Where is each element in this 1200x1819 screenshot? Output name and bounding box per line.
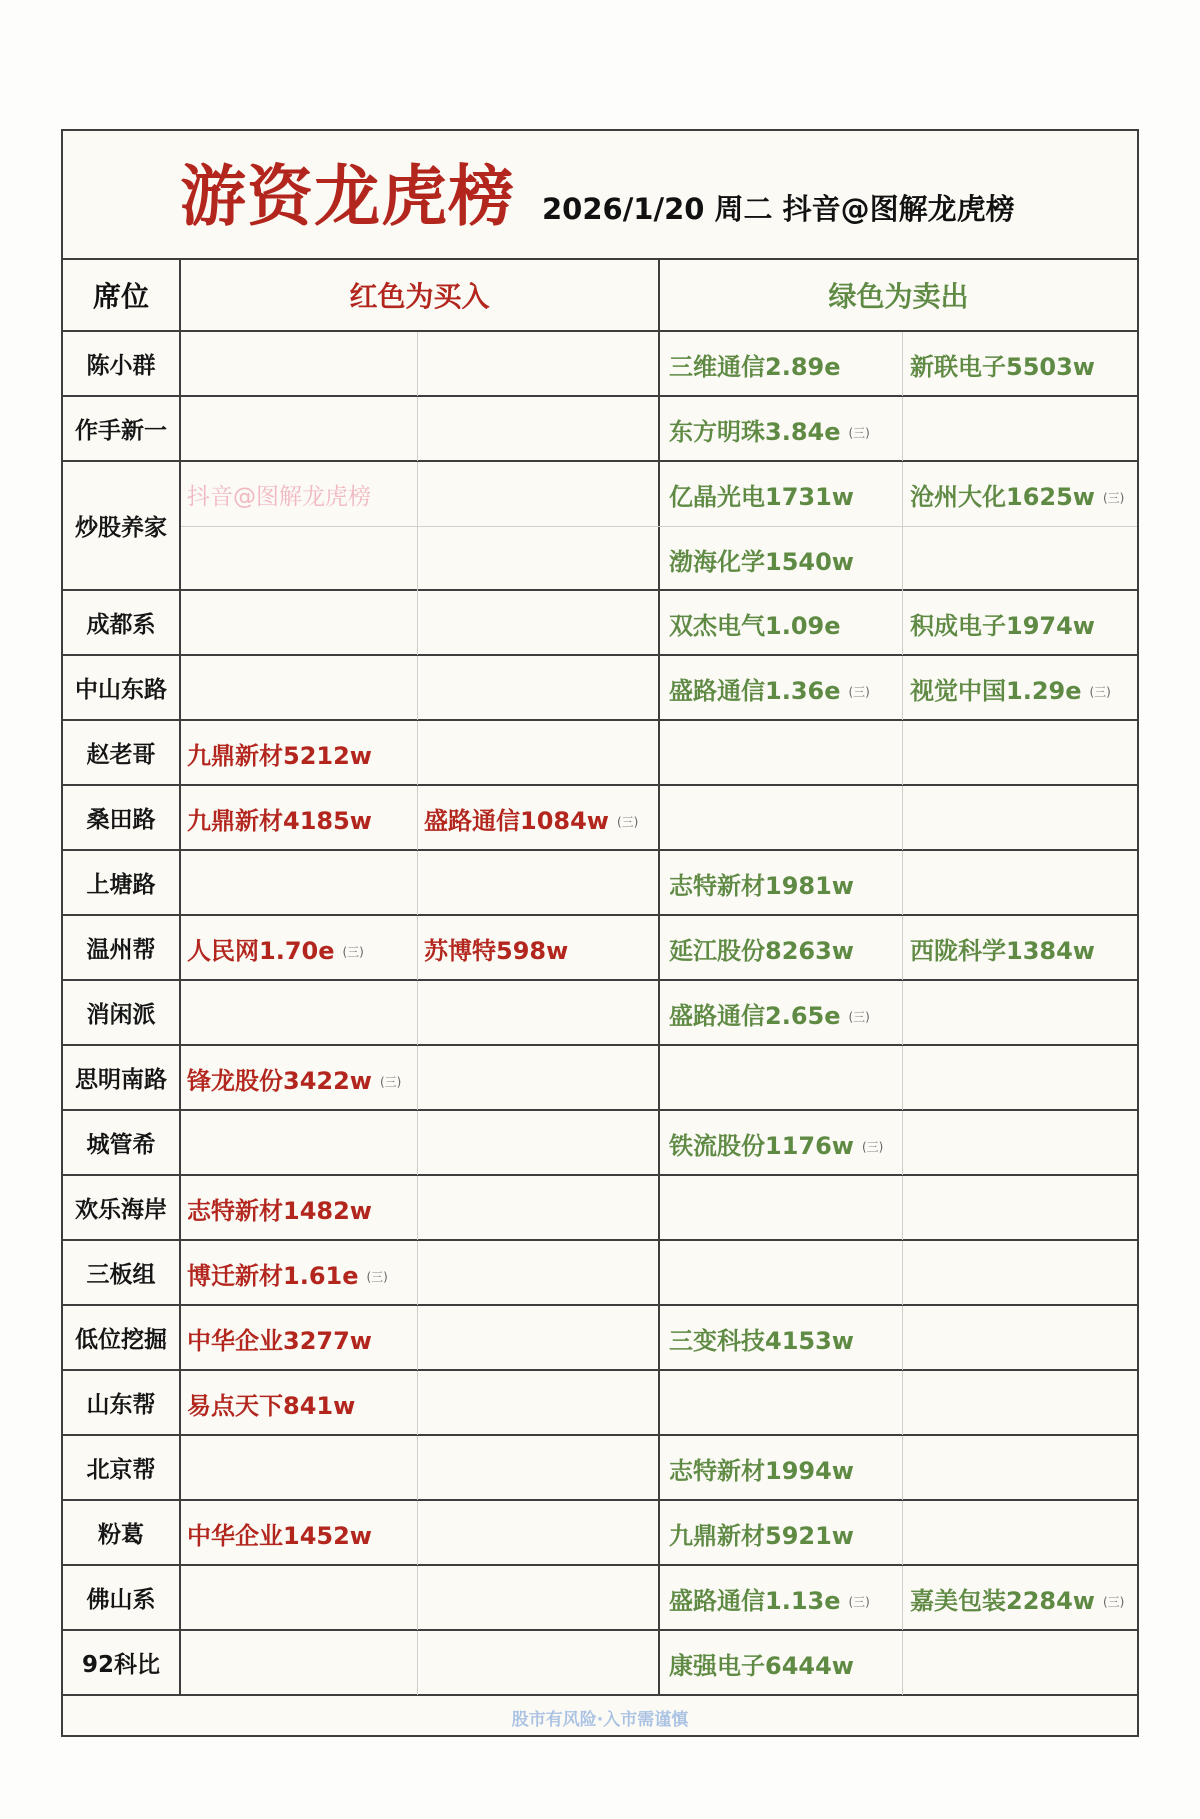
buy-cell bbox=[418, 1436, 660, 1500]
buy-cell bbox=[418, 1501, 660, 1565]
sell-cell bbox=[660, 397, 903, 461]
seat-name: 北京帮 bbox=[63, 1436, 181, 1499]
sell-cell bbox=[660, 1241, 903, 1305]
sell-cell bbox=[903, 1306, 1137, 1370]
date-and-source: 2026/1/20 周二 抖音@图解龙虎榜 bbox=[542, 192, 1015, 226]
header-sell-label: 绿色为卖出 bbox=[828, 280, 969, 313]
sell-cell bbox=[660, 916, 903, 980]
seat-name: 山东帮 bbox=[63, 1371, 181, 1434]
stock-amount: 中华企业1452w bbox=[187, 1521, 372, 1550]
buy-cell bbox=[418, 1176, 660, 1240]
seat-name: 成都系 bbox=[63, 591, 181, 654]
buy-cell bbox=[181, 1111, 418, 1175]
table-row bbox=[63, 1111, 1137, 1176]
sell-cell bbox=[660, 1371, 903, 1435]
sell-cell bbox=[903, 591, 1137, 655]
stock-amount: 西陇科学1384w bbox=[910, 936, 1095, 965]
stock-amount: 苏博特598w bbox=[424, 936, 569, 965]
three-day-tag-icon: (三) bbox=[616, 814, 639, 829]
three-day-tag-icon: (三) bbox=[1102, 1594, 1125, 1609]
three-day-tag-icon: (三) bbox=[342, 944, 364, 959]
table-header bbox=[63, 260, 1137, 332]
sell-cell bbox=[903, 332, 1137, 396]
seat-name: 思明南路 bbox=[63, 1046, 181, 1109]
buy-cell bbox=[418, 1241, 660, 1305]
buy-cell bbox=[418, 1306, 660, 1370]
three-day-tag-icon: (三) bbox=[1089, 684, 1111, 699]
seat-name: 中山东路 bbox=[63, 656, 181, 719]
buy-cell bbox=[418, 981, 660, 1045]
table-row bbox=[63, 916, 1137, 981]
stock-amount: 三变科技4153w bbox=[669, 1326, 854, 1355]
buy-cell bbox=[181, 981, 418, 1045]
buy-cell bbox=[181, 786, 418, 850]
seat-name: 粉葛 bbox=[63, 1501, 181, 1564]
trade-line bbox=[181, 656, 1137, 720]
seat-table bbox=[63, 260, 1137, 1738]
table-row bbox=[63, 332, 1137, 397]
trade-line bbox=[181, 1046, 1137, 1110]
seat-name: 赵老哥 bbox=[63, 721, 181, 784]
buy-cell bbox=[418, 462, 660, 526]
buy-cell bbox=[181, 721, 418, 785]
stock-amount: 盛路通信1.13e bbox=[669, 1586, 841, 1615]
seat-name: 三板组 bbox=[63, 1241, 181, 1304]
trade-line bbox=[181, 332, 1137, 396]
trade-line bbox=[181, 786, 1137, 850]
table-row bbox=[63, 397, 1137, 462]
table-row bbox=[63, 1501, 1137, 1566]
stock-amount: 志特新材1994w bbox=[669, 1456, 854, 1485]
header-buy-label: 红色为买入 bbox=[349, 280, 490, 313]
stock-amount: 中华企业3277w bbox=[187, 1326, 372, 1355]
buy-cell bbox=[418, 1046, 660, 1110]
three-day-tag-icon: (三) bbox=[1102, 490, 1125, 505]
trade-line bbox=[181, 721, 1137, 785]
seat-name: 城管希 bbox=[63, 1111, 181, 1174]
buy-cell bbox=[181, 332, 418, 396]
table-row bbox=[63, 1371, 1137, 1436]
three-day-tag-icon: (三) bbox=[848, 684, 870, 699]
buy-cell bbox=[181, 851, 418, 915]
sell-cell bbox=[903, 851, 1137, 915]
stock-amount: 易点天下841w bbox=[187, 1391, 356, 1420]
trade-line bbox=[181, 1306, 1137, 1370]
buy-cell bbox=[181, 1501, 418, 1565]
sell-cell bbox=[660, 591, 903, 655]
buy-cell bbox=[418, 332, 660, 396]
table-row bbox=[63, 721, 1137, 786]
trade-line bbox=[181, 1241, 1137, 1305]
sell-cell bbox=[903, 721, 1137, 785]
three-day-tag-icon: (三) bbox=[366, 1269, 388, 1284]
sell-cell bbox=[903, 397, 1137, 461]
buy-cell bbox=[181, 656, 418, 720]
table-row bbox=[63, 1241, 1137, 1306]
buy-cell bbox=[181, 462, 418, 526]
title-band bbox=[63, 131, 1137, 260]
buy-cell bbox=[418, 1371, 660, 1435]
table-row bbox=[63, 1436, 1137, 1501]
buy-cell bbox=[418, 851, 660, 915]
seat-name: 佛山系 bbox=[63, 1566, 181, 1629]
stock-amount: 沧州大化1625w bbox=[910, 482, 1095, 511]
sell-cell bbox=[660, 981, 903, 1045]
buy-cell bbox=[181, 1631, 418, 1695]
trade-line bbox=[181, 526, 1137, 591]
table-row bbox=[63, 1566, 1137, 1631]
sell-cell bbox=[903, 1501, 1137, 1565]
three-day-tag-icon: (三) bbox=[848, 1009, 870, 1024]
seat-name: 92科比 bbox=[63, 1631, 181, 1694]
header-seat-label: 席位 bbox=[92, 280, 149, 313]
sell-cell bbox=[903, 1566, 1137, 1630]
stock-amount: 积成电子1974w bbox=[910, 611, 1095, 640]
buy-cell bbox=[181, 916, 418, 980]
buy-cell bbox=[181, 591, 418, 655]
seat-name: 欢乐海岸 bbox=[63, 1176, 181, 1239]
seat-name: 炒股养家 bbox=[63, 462, 181, 589]
trade-line bbox=[181, 1176, 1137, 1240]
buy-cell bbox=[181, 1046, 418, 1110]
sell-cell bbox=[660, 721, 903, 785]
stock-amount: 盛路通信1084w bbox=[424, 806, 609, 835]
sell-cell bbox=[660, 1566, 903, 1630]
stock-amount: 三维通信2.89e bbox=[669, 352, 841, 381]
buy-cell bbox=[181, 1176, 418, 1240]
buy-cell bbox=[181, 527, 418, 591]
table-row bbox=[63, 851, 1137, 916]
header-seat bbox=[63, 260, 181, 330]
stock-amount: 新联电子5503w bbox=[910, 352, 1095, 381]
buy-cell bbox=[181, 1241, 418, 1305]
sell-cell bbox=[660, 1436, 903, 1500]
sell-cell bbox=[903, 1176, 1137, 1240]
trade-line bbox=[181, 1501, 1137, 1565]
sell-cell bbox=[660, 851, 903, 915]
buy-cell bbox=[181, 1371, 418, 1435]
table-row bbox=[63, 786, 1137, 851]
sell-cell bbox=[903, 981, 1137, 1045]
stock-amount: 博迁新材1.61e bbox=[187, 1261, 359, 1290]
seat-name: 桑田路 bbox=[63, 786, 181, 849]
table-row bbox=[63, 1176, 1137, 1241]
trade-line bbox=[181, 1631, 1137, 1695]
trade-line bbox=[181, 1111, 1137, 1175]
buy-cell bbox=[418, 591, 660, 655]
stock-amount: 盛路通信1.36e bbox=[669, 676, 841, 705]
three-day-tag-icon: (三) bbox=[861, 1139, 884, 1154]
header-buy bbox=[181, 260, 660, 330]
stock-amount: 渤海化学1540w bbox=[669, 547, 854, 576]
trade-line bbox=[181, 397, 1137, 461]
stock-amount: 视觉中国1.29e bbox=[910, 676, 1082, 705]
table-row bbox=[63, 591, 1137, 656]
table-row bbox=[63, 1046, 1137, 1111]
seat-name: 低位挖掘 bbox=[63, 1306, 181, 1369]
sell-cell bbox=[903, 1111, 1137, 1175]
buy-cell bbox=[418, 1566, 660, 1630]
sell-cell bbox=[903, 462, 1137, 526]
seat-name: 上塘路 bbox=[63, 851, 181, 914]
stock-amount: 铁流股份1176w bbox=[669, 1131, 854, 1160]
seat-name: 作手新一 bbox=[63, 397, 181, 460]
trade-line bbox=[181, 462, 1137, 526]
buy-cell bbox=[181, 1306, 418, 1370]
table-row bbox=[63, 1631, 1137, 1696]
buy-cell bbox=[418, 1111, 660, 1175]
sell-cell bbox=[660, 1306, 903, 1370]
watermark-text: 抖音@图解龙虎榜 bbox=[187, 483, 371, 510]
sell-cell bbox=[903, 1436, 1137, 1500]
buy-cell bbox=[418, 916, 660, 980]
stock-amount: 延江股份8263w bbox=[669, 936, 854, 965]
sell-cell bbox=[660, 1501, 903, 1565]
sell-cell bbox=[660, 786, 903, 850]
trade-line bbox=[181, 1436, 1137, 1500]
sell-cell bbox=[903, 656, 1137, 720]
stock-amount: 志特新材1482w bbox=[187, 1196, 372, 1225]
trade-line bbox=[181, 591, 1137, 655]
buy-cell bbox=[181, 1436, 418, 1500]
sell-cell bbox=[903, 1631, 1137, 1695]
seat-name: 消闲派 bbox=[63, 981, 181, 1044]
stock-amount: 志特新材1981w bbox=[669, 871, 854, 900]
sell-cell bbox=[660, 1631, 903, 1695]
sell-cell bbox=[660, 1111, 903, 1175]
stock-amount: 九鼎新材5921w bbox=[669, 1521, 854, 1550]
buy-cell bbox=[418, 656, 660, 720]
buy-cell bbox=[418, 786, 660, 850]
stock-amount: 九鼎新材4185w bbox=[187, 806, 372, 835]
stock-amount: 九鼎新材5212w bbox=[187, 741, 372, 770]
table-row bbox=[63, 462, 1137, 591]
trade-line bbox=[181, 916, 1137, 980]
stock-amount: 嘉美包装2284w bbox=[910, 1586, 1095, 1615]
trade-line bbox=[181, 851, 1137, 915]
buy-cell bbox=[181, 397, 418, 461]
buy-cell bbox=[418, 1631, 660, 1695]
table-row bbox=[63, 1306, 1137, 1371]
stock-amount: 双杰电气1.09e bbox=[669, 611, 841, 640]
trade-line bbox=[181, 981, 1137, 1045]
stock-amount: 东方明珠3.84e bbox=[669, 417, 841, 446]
buy-cell bbox=[418, 721, 660, 785]
sell-cell bbox=[903, 1046, 1137, 1110]
seat-name: 温州帮 bbox=[63, 916, 181, 979]
sell-cell bbox=[903, 1371, 1137, 1435]
seat-name: 陈小群 bbox=[63, 332, 181, 395]
buy-cell bbox=[181, 1566, 418, 1630]
table-body bbox=[63, 332, 1137, 1696]
dragon-tiger-board bbox=[61, 129, 1139, 1737]
stock-amount: 康强电子6444w bbox=[669, 1651, 854, 1680]
stock-amount: 亿晶光电1731w bbox=[669, 482, 854, 511]
sell-cell bbox=[660, 656, 903, 720]
sell-cell bbox=[903, 916, 1137, 980]
buy-cell bbox=[418, 527, 660, 591]
three-day-tag-icon: (三) bbox=[379, 1074, 402, 1089]
table-row bbox=[63, 981, 1137, 1046]
sell-cell bbox=[903, 786, 1137, 850]
sell-cell bbox=[660, 527, 903, 591]
page-title: 游资龙虎榜 bbox=[180, 158, 515, 235]
sell-cell bbox=[903, 1241, 1137, 1305]
table-row bbox=[63, 656, 1137, 721]
risk-disclaimer: 股市有风险·入市需谨慎 bbox=[511, 1709, 689, 1730]
footer bbox=[63, 1696, 1137, 1738]
trade-line bbox=[181, 1566, 1137, 1630]
sell-cell bbox=[903, 527, 1137, 591]
trade-line bbox=[181, 1371, 1137, 1435]
sell-cell bbox=[660, 462, 903, 526]
header-sell bbox=[660, 260, 1137, 330]
sell-cell bbox=[660, 1176, 903, 1240]
stock-amount: 盛路通信2.65e bbox=[669, 1001, 841, 1030]
stock-amount: 人民网1.70e bbox=[187, 936, 335, 965]
sell-cell bbox=[660, 1046, 903, 1110]
stock-amount: 锋龙股份3422w bbox=[187, 1066, 372, 1095]
three-day-tag-icon: (三) bbox=[848, 425, 870, 440]
three-day-tag-icon: (三) bbox=[848, 1594, 870, 1609]
sell-cell bbox=[660, 332, 903, 396]
buy-cell bbox=[418, 397, 660, 461]
